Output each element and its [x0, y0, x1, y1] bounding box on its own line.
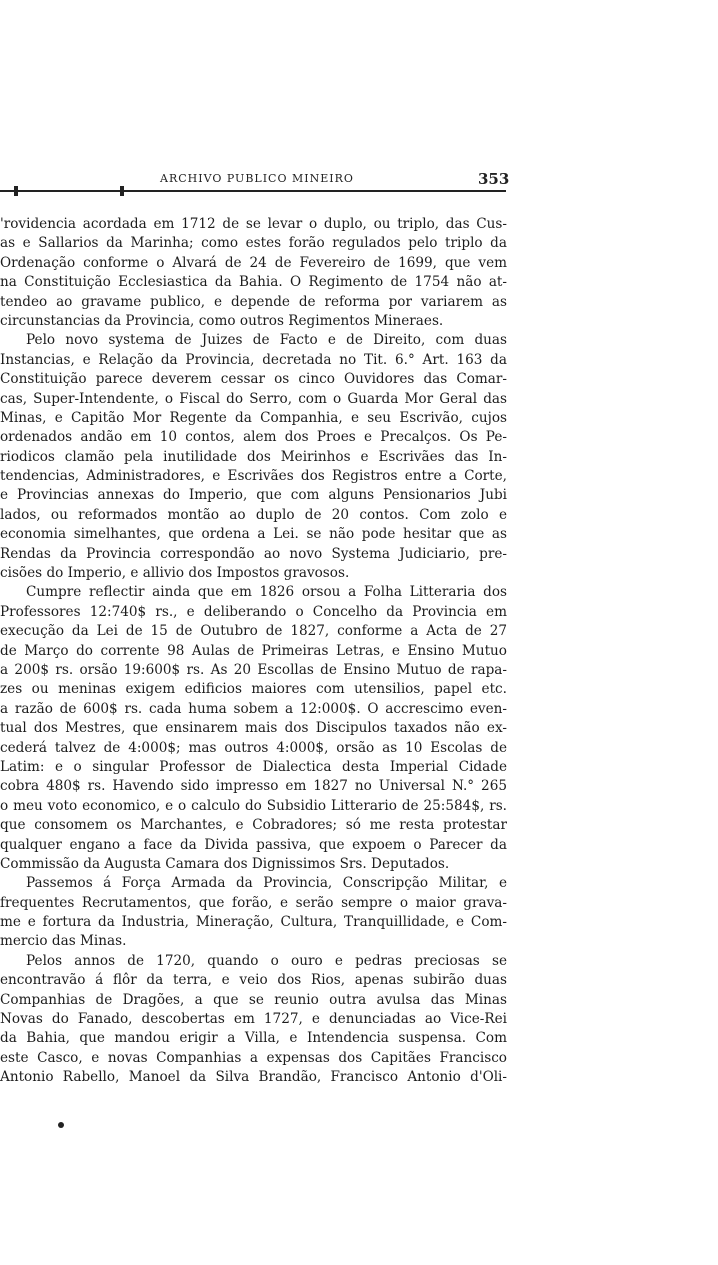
text-line: tual dos Mestres, que ensinarem mais dos Discipulos taxados não ex-	[0, 720, 507, 737]
text-line: este Casco, e novas Companhias a expensas dos Capitães Francisco	[0, 1049, 507, 1066]
text-line: de Março do corrente 98 Aulas de Primeiras Letras, e Ensino Mutuo	[0, 642, 507, 659]
text-line: Minas, e Capitão Mor Regente da Companhia, e seu Escrivão, cujos	[0, 409, 507, 426]
text-line: e Provincias annexas do Imperio, que com alguns Pensionarios Jubi	[0, 487, 507, 504]
text-line: Novas do Fanado, descobertas em 1727, e denunciadas ao Vice-Rei	[0, 1011, 507, 1028]
text-line: na Constituição Ecclesiastica da Bahia. O Regimento de 1754 não at-	[0, 274, 507, 291]
text-line: riodicos clamão pela inutilidade dos Meirinhos e Escrivães das In-	[0, 448, 507, 465]
text-line: a 200$ rs. orsão 19:600$ rs. As 20 Escollas de Ensino Mutuo de rapa-	[0, 661, 507, 678]
body-text	[0, 215, 507, 1088]
header-rule	[0, 190, 506, 192]
text-line: Instancias, e Relação da Provincia, decretada no Tit. 6.° Art. 163 da	[0, 351, 507, 368]
text-line: circunstancias da Provincia, como outros Regimentos Mineraes.	[0, 312, 444, 329]
text-line: cas, Super-Intendente, o Fiscal do Serro, com o Guarda Mor Geral das	[0, 390, 507, 407]
text-line: Companhias de Dragões, a que se reunio outra avulsa das Minas	[0, 991, 507, 1008]
text-line: execução da Lei de 15 de Outubro de 1827, conforme a Acta de 27	[0, 623, 507, 640]
ink-dot	[58, 1122, 64, 1128]
text-line: Pelos annos de 1720, quando o ouro e pedras preciosas se	[26, 952, 507, 969]
header-rule-mark	[120, 186, 124, 196]
text-line: tendeo ao gravame publico, e depende de reforma por variarem as	[0, 293, 507, 310]
text-line: as e Sallarios da Marinha; como estes forão regulados pelo triplo da	[0, 235, 507, 252]
running-title: ARCHIVO PUBLICO MINEIRO	[160, 172, 354, 185]
text-line: Antonio Rabello, Manoel da Silva Brandão, Francisco Antonio d'Oli-	[0, 1069, 507, 1086]
text-line: me e fortura da Industria, Mineração, Cultura, Tranquillidade, e Com-	[0, 914, 507, 931]
text-line: 'rovidencia acordada em 1712 de se levar o duplo, ou triplo, das Cus-	[0, 216, 507, 232]
text-line: cobra 480$ rs. Havendo sido impresso em 1827 no Universal N.° 265	[0, 778, 507, 795]
text-line: que consomem os Marchantes, e Cobradores; só me resta protestar	[0, 817, 507, 834]
text-line: o meu voto economico, e o calculo do Subsidio Litterario de 25:584$, rs.	[0, 797, 507, 814]
text-line: qualquer engano a face da Divida passiva, que expoem o Parecer da	[0, 836, 507, 853]
text-line: zes ou meninas exigem edificios maiores com utensilios, papel etc.	[0, 681, 507, 698]
text-line: Cumpre reflectir ainda que em 1826 orsou a Folha Litteraria dos	[26, 584, 507, 601]
text-line: Ordenação conforme o Alvará de 24 de Fevereiro de 1699, que vem	[0, 254, 507, 271]
text-line: a razão de 600$ rs. cada huma sobem a 12:000$. O accrescimo even-	[0, 700, 507, 717]
text-line: Commissão da Augusta Camara dos Dignissimos Srs. Deputados.	[0, 855, 450, 872]
text-line: Rendas da Provincia correspondão ao novo Systema Judiciario, pre-	[0, 545, 507, 562]
text-line: Pelo novo systema de Juizes de Facto e de Direito, com duas	[26, 332, 507, 349]
text-line: tendencias, Administradores, e Escrivães dos Registros entre a Corte,	[0, 468, 507, 485]
header-rule-mark	[14, 186, 18, 196]
text-line: mercio das Minas.	[0, 933, 127, 950]
text-line: lados, ou reformados montão ao duplo de 20 contos. Com zolo e	[0, 506, 507, 523]
text-line: Latim: e o singular Professor de Dialectica desta Imperial Cidade	[0, 758, 507, 775]
text-line: Constituição parece deverem cessar os cinco Ouvidores das Comar-	[0, 371, 507, 388]
text-line: Professores 12:740$ rs., e deliberando o Concelho da Provincia em	[0, 603, 507, 620]
text-line: encontravão á flôr da terra, e veio dos Rios, apenas subirão duas	[0, 972, 507, 989]
text-line: frequentes Recrutamentos, que forão, e serão sempre o maior grava-	[0, 894, 507, 911]
text-line: economia simelhantes, que ordena a Lei. se não pode hesitar que as	[0, 526, 507, 543]
text-line: da Bahia, que mandou erigir a Villa, e Intendencia suspensa. Com	[0, 1030, 507, 1047]
text-line: cederá talvez de 4:000$; mas outros 4:000$, orsão as 10 Escolas de	[0, 739, 507, 756]
text-line: ordenados andão em 10 contos, alem dos Proes e Precalços. Os Pe-	[0, 429, 507, 446]
text-line: cisões do Imperio, e allivio dos Impostos gravosos.	[0, 565, 350, 582]
page-number: 353	[478, 170, 510, 188]
text-line: Passemos á Força Armada da Provincia, Conscripção Militar, e	[26, 875, 507, 892]
